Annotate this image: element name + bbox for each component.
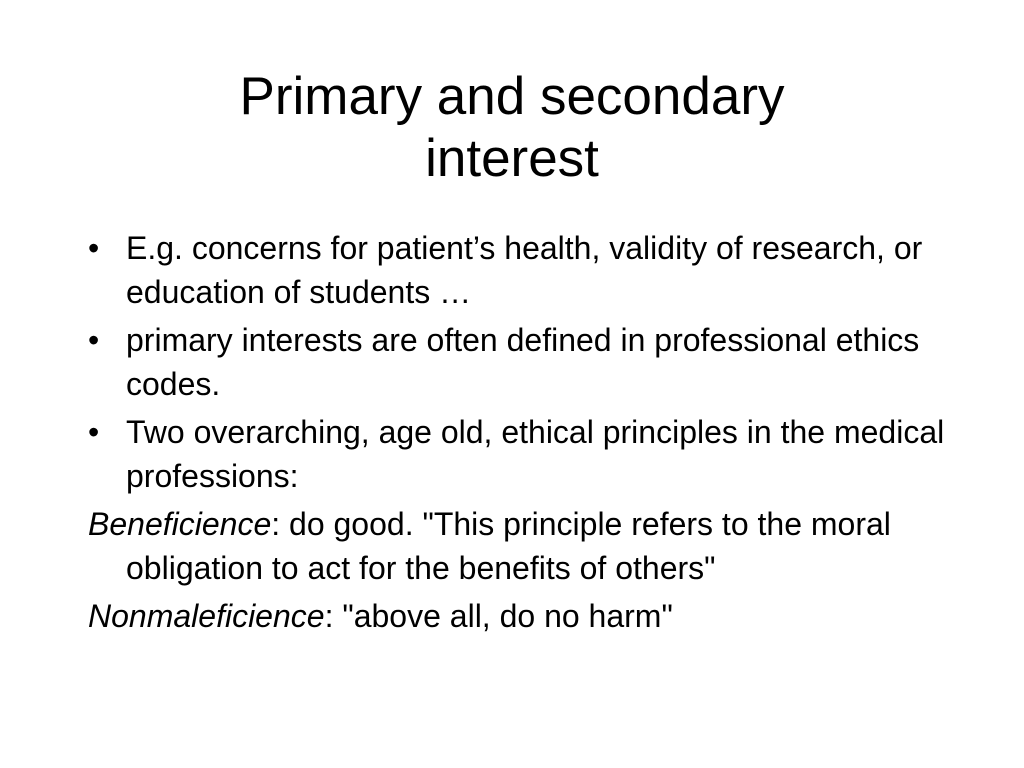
bullet-text: Two overarching, age old, ethical principles in the medical professions: — [126, 414, 945, 494]
principle-term: Nonmaleficience — [88, 598, 325, 634]
bullet-text: primary interests are often defined in professional ethics codes. — [126, 322, 920, 402]
principle-text: : do good. "This principle refers to the moral obligation to act for the benefits of others" — [126, 506, 891, 586]
bullet-item — [88, 318, 958, 406]
principle-text: : "above all, do no harm" — [324, 598, 673, 634]
bullet-item — [88, 226, 958, 314]
bullet-marker: • — [88, 322, 100, 358]
bullet-marker: • — [88, 414, 100, 450]
principle-item — [88, 594, 958, 638]
slide-title-line-2: interest — [425, 129, 599, 188]
bullet-text: E.g. concerns for patient’s health, validity of research, or education of students … — [126, 230, 923, 310]
bullet-item — [88, 410, 958, 498]
slide-title-line-1: Primary and secondary — [239, 67, 785, 126]
principle-term: Beneficience — [88, 506, 272, 542]
slide-title — [0, 66, 1024, 190]
bullet-marker: • — [88, 230, 100, 266]
slide-body — [88, 226, 958, 642]
principle-item — [88, 502, 958, 590]
